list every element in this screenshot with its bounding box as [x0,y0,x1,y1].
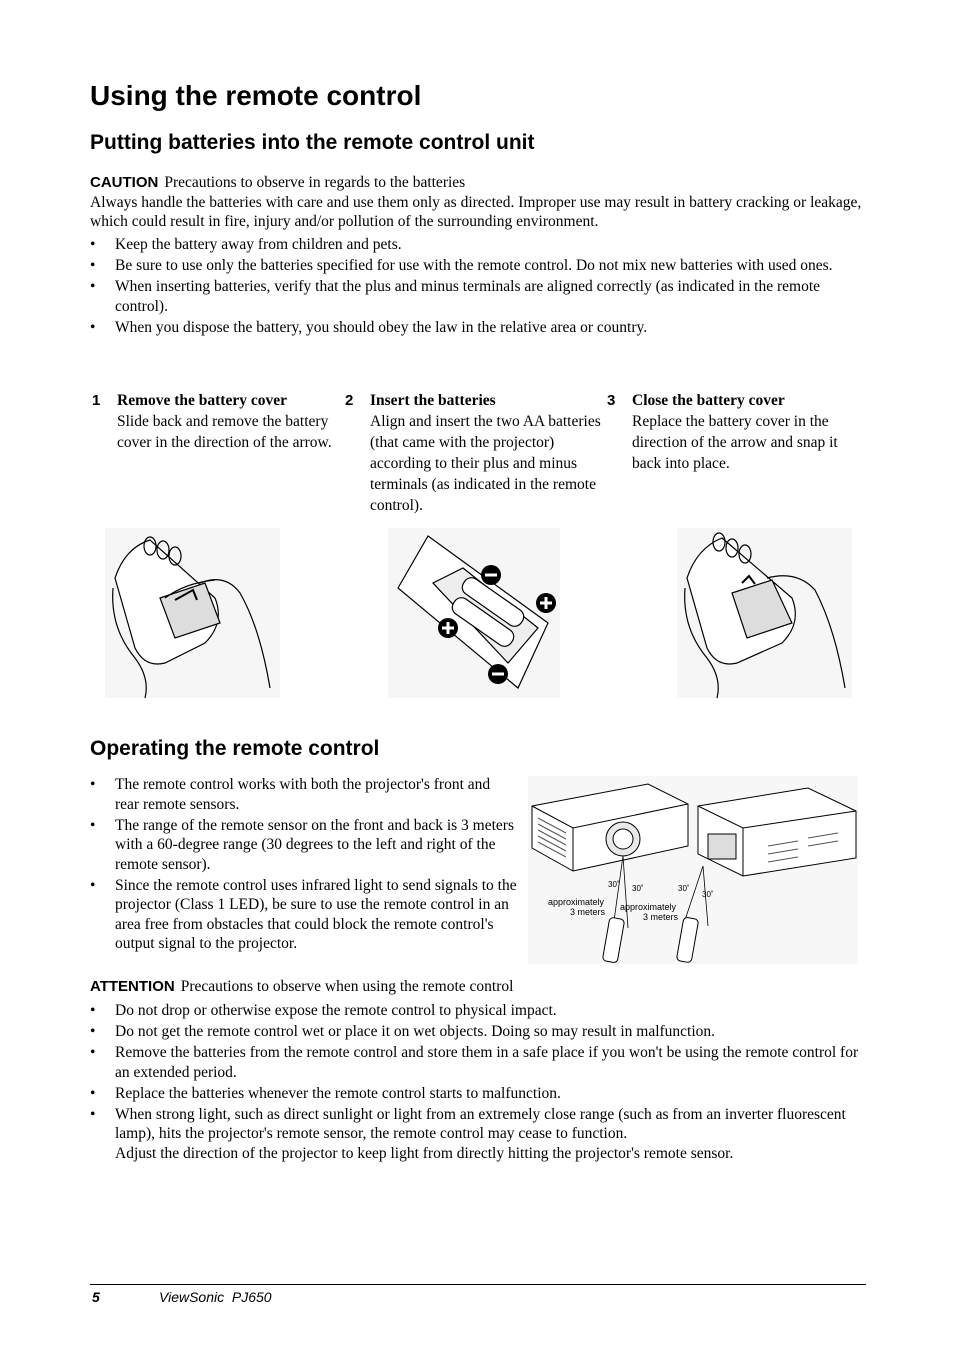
close-cover-illustration [677,528,852,698]
footer-divider [90,1284,866,1285]
list-item: • When strong light, such as direct sunlight or light from an extremely close range (such as from an inverter fluorescent lamp), hits the projector's remote sensor, the remote control may cease to function. Adjust the direction of the projector to keep light from directly hitting the projector's remote sensor. [90,1105,846,1162]
step-1 [92,390,342,453]
range-label: 3 meters [570,907,606,917]
list-item: • The remote control works with both the projector's front and rear remote sensors. [90,776,491,813]
remove-cover-illustration [105,528,280,698]
minus-icon [488,664,508,684]
step-2 [345,390,603,516]
list-item: • When inserting batteries, verify that the plus and minus terminals are aligned correctly (as indicated in the remote control). [90,278,821,315]
caution-block [90,173,865,232]
list-item: • The range of the remote sensor on the front and back is 3 meters with a 60-degree range (30 degrees to the left and right of the remote sensor). [90,816,514,873]
plus-icon [536,593,556,613]
step-title: Insert the batteries [370,392,496,409]
operating-list [90,775,518,955]
step-title: Close the battery cover [632,392,785,409]
list-item: • Be sure to use only the batteries specified for use with the remote control. Do not mix new batteries with used ones. [90,257,833,274]
step-body: Align and insert the two AA batteries (that came with the projector) according to their plus and minus terminals (as indicated in the remote control). [370,413,601,514]
caution-label: CAUTION [90,174,159,191]
plus-icon [438,618,458,638]
minus-icon [481,565,501,585]
battery-precautions-list [90,235,865,339]
page-title: Using the remote control [90,80,422,111]
step-title: Remove the battery cover [117,392,287,409]
insert-batteries-illustration [388,528,560,698]
page-number: 5 [92,1289,100,1305]
attention-label: ATTENTION [90,978,175,995]
step-number: 1 [92,392,101,409]
list-item: • Do not drop or otherwise expose the remote control to physical impact. [90,1002,557,1019]
attention-subtitle: Precautions to observe when using the remote control [180,978,514,995]
step-number: 2 [345,392,354,409]
list-item: • Remove the batteries from the remote control and store them in a safe place if you won't be using the remote control for an extended period. [90,1044,859,1081]
list-item: • Keep the battery away from children and pets. [90,236,402,253]
projector-range-diagram [528,776,858,964]
list-item: • Replace the batteries whenever the remote control starts to malfunction. [90,1084,561,1102]
list-item: • Since the remote control uses infrared light to send signals to the projector (Class 1 LED), be sure to use the remote control in an area free from obstacles that could block the remote control's output signal to the projector. [90,876,517,952]
range-label: approximately [548,897,605,907]
step-body: Replace the battery cover in the direction of the arrow and snap it back into place. [632,413,838,472]
angle-label: 30˚ [702,890,714,899]
caution-text: Always handle the batteries with care and use them only as directed. Improper use may result in battery cracking or leakage, which could result in fire, injury and/or pollution of the surrounding environment. [90,193,862,230]
angle-label: 30˚ [632,884,644,893]
angle-label: 30˚ [608,880,620,889]
product-name: ViewSonic PJ650 [159,1289,272,1305]
attention-heading [90,977,865,997]
section-heading-operating: Operating the remote control [90,737,380,760]
step-3 [607,390,862,474]
range-label: approximately [620,902,677,912]
range-label: 3 meters [643,912,679,922]
step-body: Slide back and remove the battery cover in the direction of the arrow. [117,413,332,451]
angle-label: 30˚ [678,884,690,893]
section-heading-batteries: Putting batteries into the remote control unit [90,131,535,154]
list-item: • When you dispose the battery, you should obey the law in the relative area or country. [90,318,648,336]
caution-subtitle: Precautions to observe in regards to the batteries [164,174,466,191]
list-item: • Do not get the remote control wet or place it on wet objects. Doing so may result in malfunction. [90,1023,716,1040]
step-number: 3 [607,392,616,409]
attention-list [90,1001,865,1165]
